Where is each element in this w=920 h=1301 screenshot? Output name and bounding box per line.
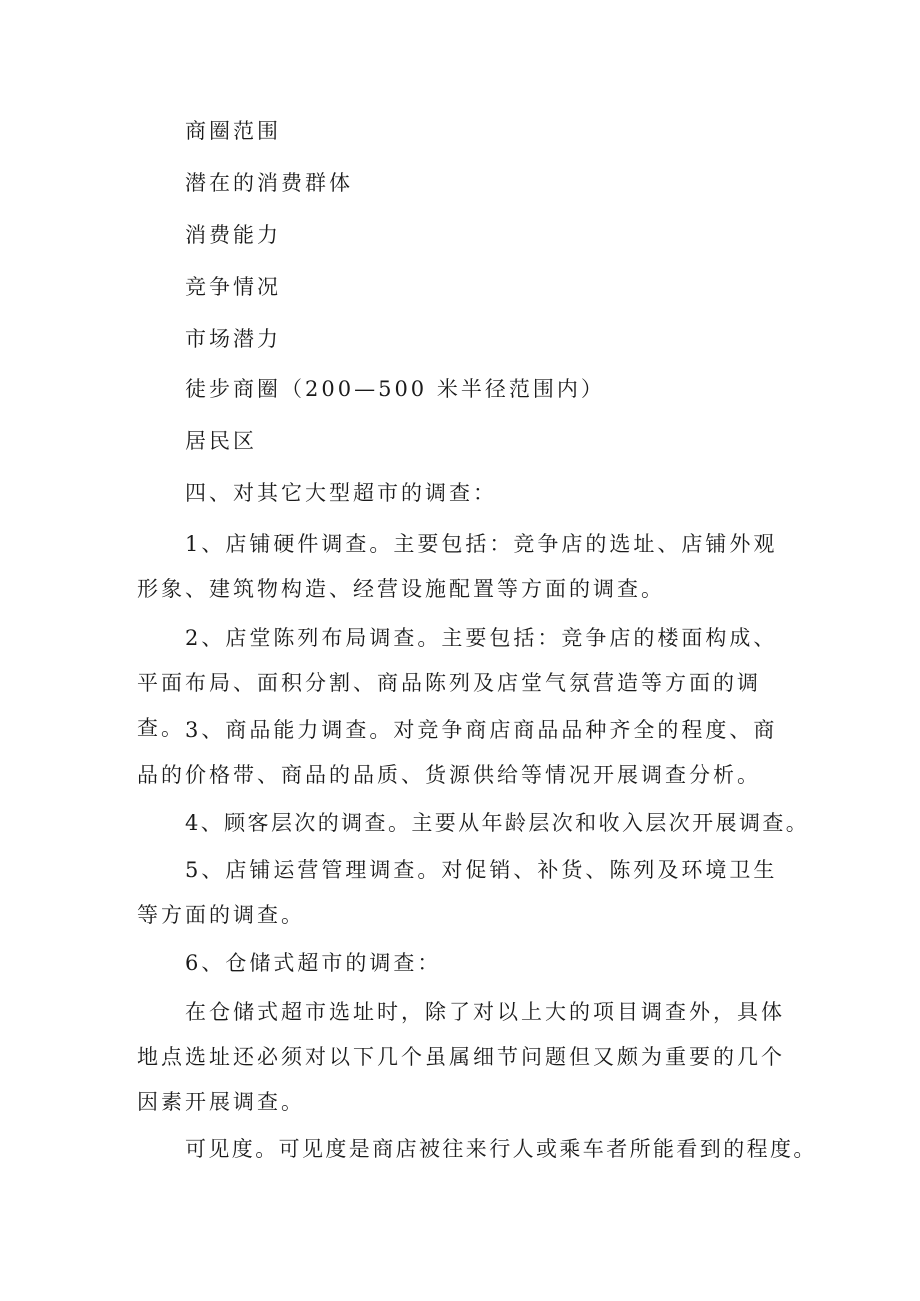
paragraph-market-potential: 市场潜力 [185, 327, 281, 351]
paragraph-residential-area: 居民区 [185, 429, 257, 453]
section-heading-four: 四、对其它大型超市的调查： [185, 481, 497, 505]
paragraph-item-2: 2、店堂陈列布局调查。主要包括：竞争店的楼面构成、平面布局、面积分割、商品陈列及店堂气氛营造等方面的调查。 [137, 626, 778, 740]
paragraph-item-1: 1、店铺硬件调查。主要包括：竞争店的选址、店铺外观形象、建筑物构造、经营设施配置等方面的调查。 [137, 532, 778, 601]
paragraph-potential-consumers: 潜在的消费群体 [185, 171, 353, 195]
paragraph-visibility: 可见度。可见度是商店被往来行人或乘车者所能看到的程度。 [185, 1137, 817, 1161]
paragraph-warehouse-siting: 在仓储式超市选址时，除了对以上大的项目调查外，具体地点选址还必须对以下几个虽属细节问题但又颇为重要的几个因素开展调查。 [137, 1000, 785, 1114]
paragraph-walking-trade-area: 徒步商圈（200—500 米半径范围内） [185, 377, 605, 401]
paragraph-item-4: 4、顾客层次的调查。主要从年龄层次和收入层次开展调查。 [185, 811, 810, 835]
paragraph-competition: 竞争情况 [185, 275, 281, 299]
paragraph-item-3: 3、商品能力调查。对竞争商店商品品种齐全的程度、商品的价格带、商品的品质、货源供给等情况开展调查分析。 [137, 718, 778, 787]
paragraph-spending-power: 消费能力 [185, 223, 281, 247]
paragraph-item-5: 5、店铺运营管理调查。对促销、补货、陈列及环境卫生等方面的调查。 [137, 858, 778, 927]
paragraph-item-6: 6、仓储式超市的调查： [185, 951, 442, 975]
paragraph-trade-area-scope: 商圈范围 [185, 119, 281, 143]
